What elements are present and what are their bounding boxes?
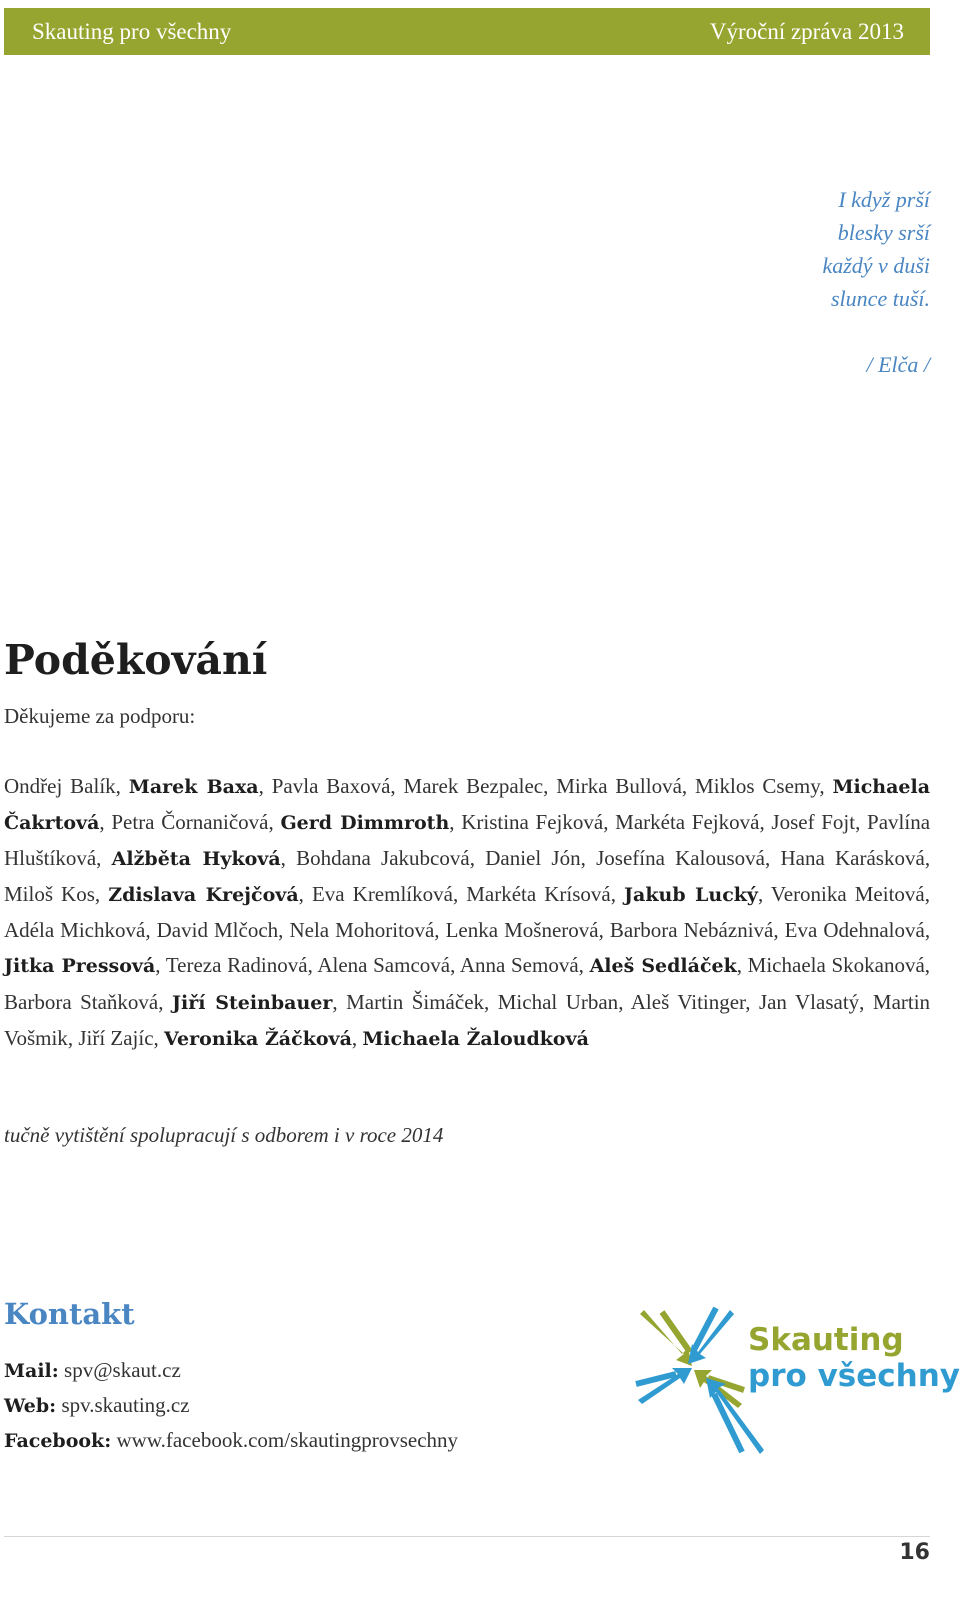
thanked-name: Barbora Staňková bbox=[4, 989, 159, 1014]
thanked-name: Hana Karásková bbox=[780, 846, 925, 871]
thanks-heading: Poděkování bbox=[4, 636, 268, 684]
contact-facebook bbox=[4, 1428, 458, 1453]
page-number: 16 bbox=[899, 1540, 930, 1565]
thanked-name: Pavlína Hluštíková bbox=[4, 810, 931, 871]
facebook-label: Facebook: bbox=[4, 1430, 112, 1452]
footer-divider bbox=[4, 1536, 930, 1537]
thanked-name: Zdislava Krejčová bbox=[108, 884, 299, 907]
thanked-name: Alena Samcová bbox=[317, 953, 451, 978]
thanked-name: Aleš Sedláček bbox=[589, 955, 737, 978]
thanked-name: Lenka Mošnerová bbox=[445, 918, 599, 943]
contact-web bbox=[4, 1393, 190, 1418]
thanked-name: Markéta Krísová bbox=[466, 882, 611, 907]
header-left-title: Skauting pro všechny bbox=[32, 18, 232, 44]
thanked-name: Bohdana Jakubcová bbox=[296, 846, 470, 871]
mail-label: Mail: bbox=[4, 1360, 59, 1382]
thanked-name: Miloš Kos bbox=[4, 882, 95, 907]
thanked-name: David Mlčoch bbox=[156, 918, 279, 943]
thanked-name: Markéta Fejková bbox=[615, 810, 760, 835]
thanked-name: Daniel Jón bbox=[485, 846, 581, 871]
thanked-name: Ondřej Balík bbox=[4, 774, 116, 798]
poem bbox=[822, 183, 930, 381]
thanked-name: Miklos Csemy bbox=[695, 774, 820, 798]
thanked-name: Eva Odehnalová bbox=[784, 918, 925, 943]
thanked-name: Jakub Lucký bbox=[624, 884, 758, 907]
thanked-name: Martin Šimáček bbox=[346, 989, 485, 1014]
logo-arrows-icon bbox=[636, 1308, 764, 1454]
thanked-name: Aleš Vitinger bbox=[630, 989, 746, 1014]
web-label: Web: bbox=[4, 1395, 57, 1417]
thanked-name: Tereza Radinová bbox=[165, 953, 308, 978]
thanked-name: Pavla Baxová bbox=[271, 774, 391, 798]
thanks-lead: Děkujeme za podporu: bbox=[4, 704, 196, 728]
thanked-name: Josefína Kalousová bbox=[596, 846, 765, 871]
thanked-name: Jitka Pressová bbox=[4, 955, 156, 978]
mail-link[interactable]: spv@skaut.cz bbox=[64, 1358, 181, 1382]
thanked-name: Nela Mohoritová bbox=[289, 918, 435, 943]
thanked-name: Veronika Meitová bbox=[770, 882, 925, 907]
facebook-link[interactable]: www.facebook.com/skautingprovsechny bbox=[116, 1428, 459, 1452]
thanked-name: Jan Vlasatý bbox=[758, 989, 860, 1014]
poem-author: / Elča / bbox=[866, 352, 930, 377]
thanked-name: Jiří Zajíc bbox=[78, 1025, 154, 1050]
thanked-name: Michaela Žaloudková bbox=[362, 1027, 589, 1050]
thanked-name: Josef Fojt bbox=[771, 810, 856, 835]
thanks-names-paragraph: Ondřej Balík, Marek Baxa, Pavla Baxová, Marek Bezpalec, Mirka Bullová, Miklos Csemy, Michaela Čakrtová, Petra Čornaničová, Gerd Dimmroth, Kristina Fejková, Markéta Fejková, Josef Fojt, Pavlína Hluštíková, Alžběta Hyková, Bohdana Jakubcová, Daniel Jón, Josefína Kalousová, Hana Karásková, Miloš Kos, Zdislava Krejčová, Eva Kremlíková, Markéta Krísová, Jakub Lucký, Veronika Meitová, Adéla Michková, David Mlčoch, Nela Mohoritová, Lenka Mošnerová, Barbora Nebáznivá, Eva Odehnalová, Jitka Pressová, Tereza Radinová, Alena Samcová, Anna Semová, Aleš Sedláček, Michaela Skokanová, Barbora Staňková, Jiří Steinbauer, Martin Šimáček, Michal Urban, Aleš Vitinger, Jan Vlasatý, Martin Vošmik, Jiří Zajíc, Veronika Žáčková, Michaela Žaloudková bbox=[4, 774, 931, 1050]
thanked-name: Veronika Žáčková bbox=[164, 1027, 352, 1050]
contact-mail bbox=[4, 1358, 181, 1383]
skauting-pro-vsechny-logo bbox=[632, 1304, 960, 1454]
poem-line: blesky srší bbox=[837, 220, 930, 245]
thanked-name: Anna Semová bbox=[459, 953, 579, 978]
thanked-name: Barbora Nebáznivá bbox=[609, 918, 774, 943]
logo-text-line2: pro všechny bbox=[748, 1358, 960, 1394]
thanked-name: Alžběta Hyková bbox=[111, 848, 281, 871]
header-right-title: Výroční zpráva 2013 bbox=[709, 18, 904, 44]
thanked-name: Jiří Steinbauer bbox=[171, 991, 333, 1014]
thanked-name: Eva Kremlíková bbox=[311, 882, 453, 907]
thanked-name: Michaela Čakrtová bbox=[4, 776, 931, 835]
thanked-name: Mirka Bullová bbox=[556, 774, 682, 798]
thanked-name: Marek Baxa bbox=[128, 776, 259, 798]
thanked-name: Gerd Dimmroth bbox=[280, 812, 450, 835]
logo-text-line1: Skauting bbox=[748, 1322, 904, 1358]
header-bar bbox=[4, 8, 930, 55]
bold-names-note: tučně vytištění spolupracují s odborem i v roce 2014 bbox=[4, 1123, 444, 1147]
thanked-name: Kristina Fejková bbox=[461, 810, 604, 835]
poem-line: každý v duši bbox=[822, 253, 930, 278]
thanked-name: Petra Čornaničová bbox=[111, 810, 269, 835]
web-link[interactable]: spv.skauting.cz bbox=[61, 1393, 190, 1417]
poem-line: slunce tuší. bbox=[831, 286, 930, 311]
thanked-name: Michal Urban bbox=[497, 989, 619, 1014]
thanked-name: Adéla Michková bbox=[4, 918, 146, 943]
thanked-name: Martin Vošmik bbox=[4, 989, 931, 1050]
contact-heading: Kontakt bbox=[4, 1297, 135, 1331]
thanked-name: Michaela Skokanová bbox=[747, 953, 925, 978]
thanked-name: Marek Bezpalec bbox=[403, 774, 544, 798]
poem-line: I když prší bbox=[838, 187, 930, 212]
